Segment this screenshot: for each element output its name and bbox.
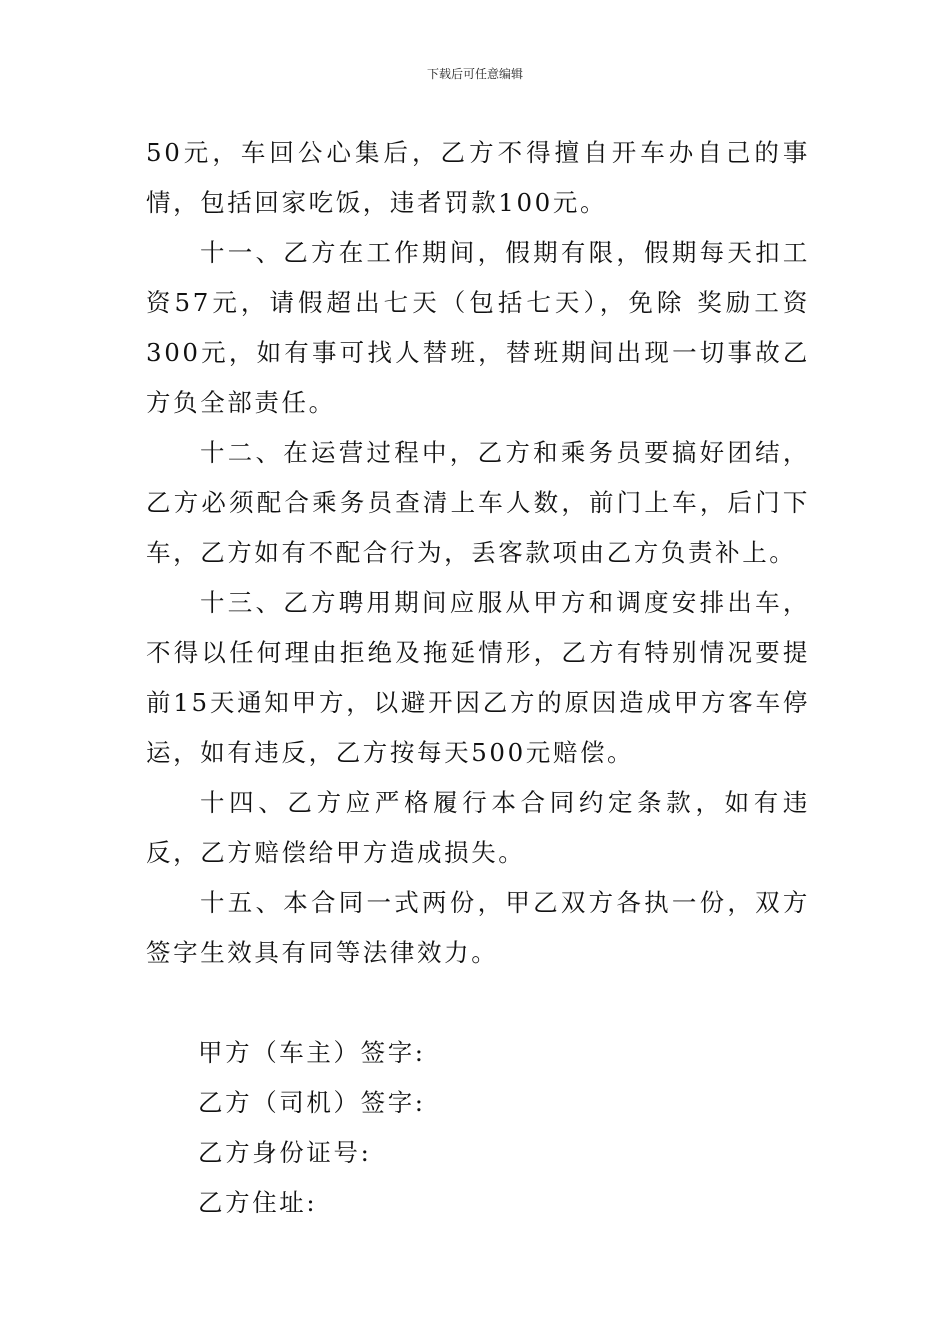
paragraph-clause-15: 十五、本合同一式两份，甲乙双方各执一份，双方签字生效具有同等法律效力。: [146, 888, 810, 967]
party-b-address: 乙方住址:: [198, 1188, 318, 1217]
document-body: [146, 128, 810, 1228]
paragraph-continuation: 50元，车回公心集后，乙方不得擅自开车办自己的事情，包括回家吃饭，违者罚款100元。: [146, 138, 810, 217]
paragraph-clause-13: 十三、乙方聘用期间应服从甲方和调度安排出车，不得以任何理由拒绝及拖延情形，乙方有特别情况要提前15天通知甲方，以避开因乙方的原因造成甲方客车停运，如有违反，乙方按每天500元赔偿。: [146, 588, 810, 767]
page-header-note: 下载后可任意编辑: [426, 67, 523, 81]
paragraph-clause-12: 十二、在运营过程中，乙方和乘务员要搞好团结，乙方必须配合乘务员查清上车人数，前门上车，后门下车，乙方如有不配合行为，丢客款项由乙方负责补上。: [146, 438, 810, 567]
signature-block: [146, 1028, 810, 1228]
signature-party-a: 甲方（车主）签字:: [198, 1038, 426, 1067]
paragraph-clause-14: 十四、乙方应严格履行本合同约定条款，如有违反，乙方赔偿给甲方造成损失。: [146, 788, 810, 867]
signature-party-b: 乙方（司机）签字:: [198, 1088, 426, 1117]
paragraph-clause-11: 十一、乙方在工作期间，假期有限，假期每天扣工资57元，请假超出七天（包括七天），免除 奖励工资300元，如有事可找人替班，替班期间出现一切事故乙方负全部责任。: [146, 238, 810, 417]
blank-spacer: [146, 978, 810, 1028]
party-b-id-number: 乙方身份证号:: [198, 1138, 372, 1167]
